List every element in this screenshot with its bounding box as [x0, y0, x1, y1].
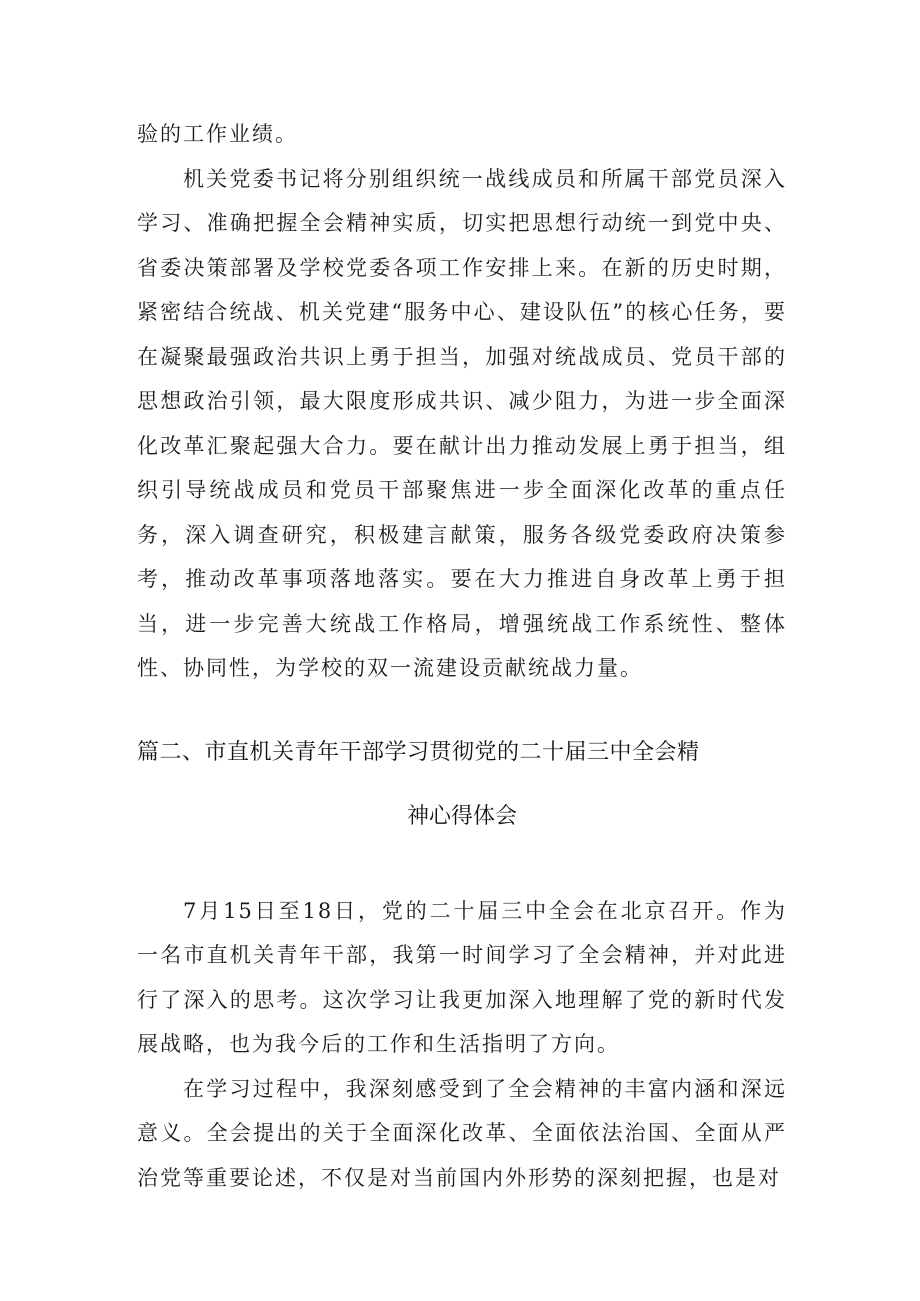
- paragraph-intro: 7月15日至18日，党的二十届三中全会在北京召开。作为一名市直机关青年干部，我第一时间学习了全会精神，并对此进行了深入的思考。这次学习让我更加深入地理解了党的新时代发展战略，也为我今后的工作和生活指明了方向。: [137, 898, 787, 1056]
- paragraph-learning: 在学习过程中，我深刻感受到了全会精神的丰富内涵和深远意义。全会提出的关于全面深化改革、全面依法治国、全面从严治党等重要论述，不仅是对当前国内外形势的深刻把握，也是对: [137, 1076, 787, 1190]
- document-body: [137, 112, 787, 1200]
- spacer: [137, 849, 787, 889]
- section-title-line-2: 神心得体会: [406, 803, 517, 829]
- paragraph-committee-secretary: 机关党委书记将分别组织统一战线成员和所属干部党员深入学习、准确把握全会精神实质，切实把思想行动统一到党中央、省委决策部署及学校党委各项工作安排上来。在新的历史时期，紧密结合统战、机关党建“服务中心、建设队伍”的核心任务，要在凝聚最强政治共识上勇于担当，加强对统战成员、党员干部的思想政治引领，最大限度形成共识、减少阻力，为进一步全面深化改革汇聚起强大合力。要在献计出力推动发展上勇于担当，组织引导统战成员和党员干部聚焦进一步全面深化改革的重点任务，深入调查研究，积极建言献策，服务各级党委政府决策参考，推动改革事项落地落实。要在大力推进自身改革上勇于担当，进一步完善大统战工作格局，增强统战工作系统性、整体性、协同性，为学校的双一流建设贡献统战力量。: [137, 166, 787, 680]
- paragraph-continuation: 验的工作业绩。: [137, 122, 298, 146]
- section-title: [137, 721, 787, 849]
- spacer: [137, 691, 787, 721]
- section-title-line-1: 篇二、市直机关青年干部学习贯彻党的二十届三中全会精: [137, 739, 700, 765]
